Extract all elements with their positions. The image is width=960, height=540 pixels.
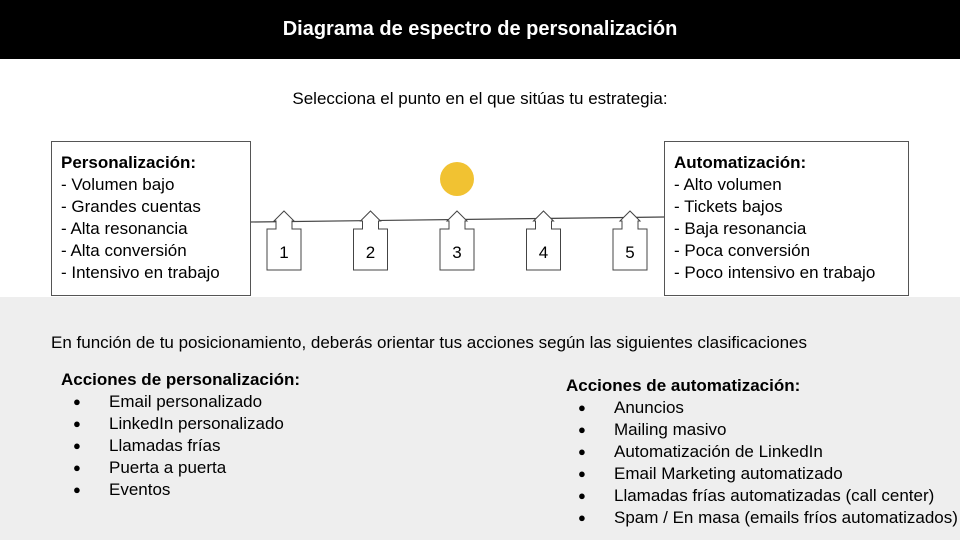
personalization-trait: - Grandes cuentas: [61, 197, 201, 216]
personalization-trait: - Alta conversión: [61, 241, 187, 260]
selected-marker[interactable]: [440, 162, 474, 196]
instruction-text: Selecciona el punto en el que sitúas tu estrategia:: [292, 89, 668, 108]
scale-point-1[interactable]: [267, 211, 301, 270]
list-item: ● Automatización de LinkedIn: [566, 441, 958, 463]
automation-trait: - Alto volumen: [674, 175, 782, 194]
list-item: ● Spam / En masa (emails fríos automatizados): [566, 507, 958, 529]
automation-actions-list: [566, 397, 958, 529]
orientation-text: En función de tu posicionamiento, deberás orientar tus acciones según las siguientes clasificaciones: [51, 333, 808, 352]
list-item: ● Mailing masivo: [566, 419, 958, 441]
personalization-actions-list: [61, 391, 300, 501]
scale-point-label: 2: [365, 243, 376, 262]
list-item: ● Puerta a puerta: [61, 457, 300, 479]
automation-trait: - Tickets bajos: [674, 197, 783, 216]
list-item: ● Eventos: [61, 479, 300, 501]
automation-trait: - Baja resonancia: [674, 219, 807, 238]
scale-point-label: 4: [538, 243, 549, 262]
personalization-heading: Personalización:: [61, 153, 197, 172]
list-item: ● Email personalizado: [61, 391, 300, 413]
automation-actions: [566, 375, 958, 529]
automation-trait: - Poca conversión: [674, 241, 811, 260]
automation-actions-heading: Acciones de automatización:: [566, 376, 801, 395]
list-item: ● Llamadas frías automatizadas (call center): [566, 485, 958, 507]
scale-point-label: 5: [625, 243, 635, 262]
scale-point-4[interactable]: [527, 211, 561, 270]
automation-heading: Automatización:: [674, 153, 807, 172]
personalization-trait: - Intensivo en trabajo: [61, 263, 220, 282]
personalization-trait: - Volumen bajo: [61, 175, 175, 194]
personalization-actions-heading: Acciones de personalización:: [61, 370, 301, 389]
personalization-trait: - Alta resonancia: [61, 219, 188, 238]
automation-box: [664, 141, 909, 296]
automation-trait: - Poco intensivo en trabajo: [674, 263, 876, 282]
list-item: ● Llamadas frías: [61, 435, 300, 457]
scale-point-5[interactable]: [613, 211, 647, 270]
personalization-box: [51, 141, 251, 296]
list-item: ● Anuncios: [566, 397, 958, 419]
scale-point-label: 3: [452, 243, 462, 262]
list-item: ● LinkedIn personalizado: [61, 413, 300, 435]
list-item: ● Email Marketing automatizado: [566, 463, 958, 485]
personalization-actions: [61, 369, 300, 501]
scale-point-label: 1: [279, 243, 289, 262]
page-title: Diagrama de espectro de personalización: [282, 18, 678, 40]
